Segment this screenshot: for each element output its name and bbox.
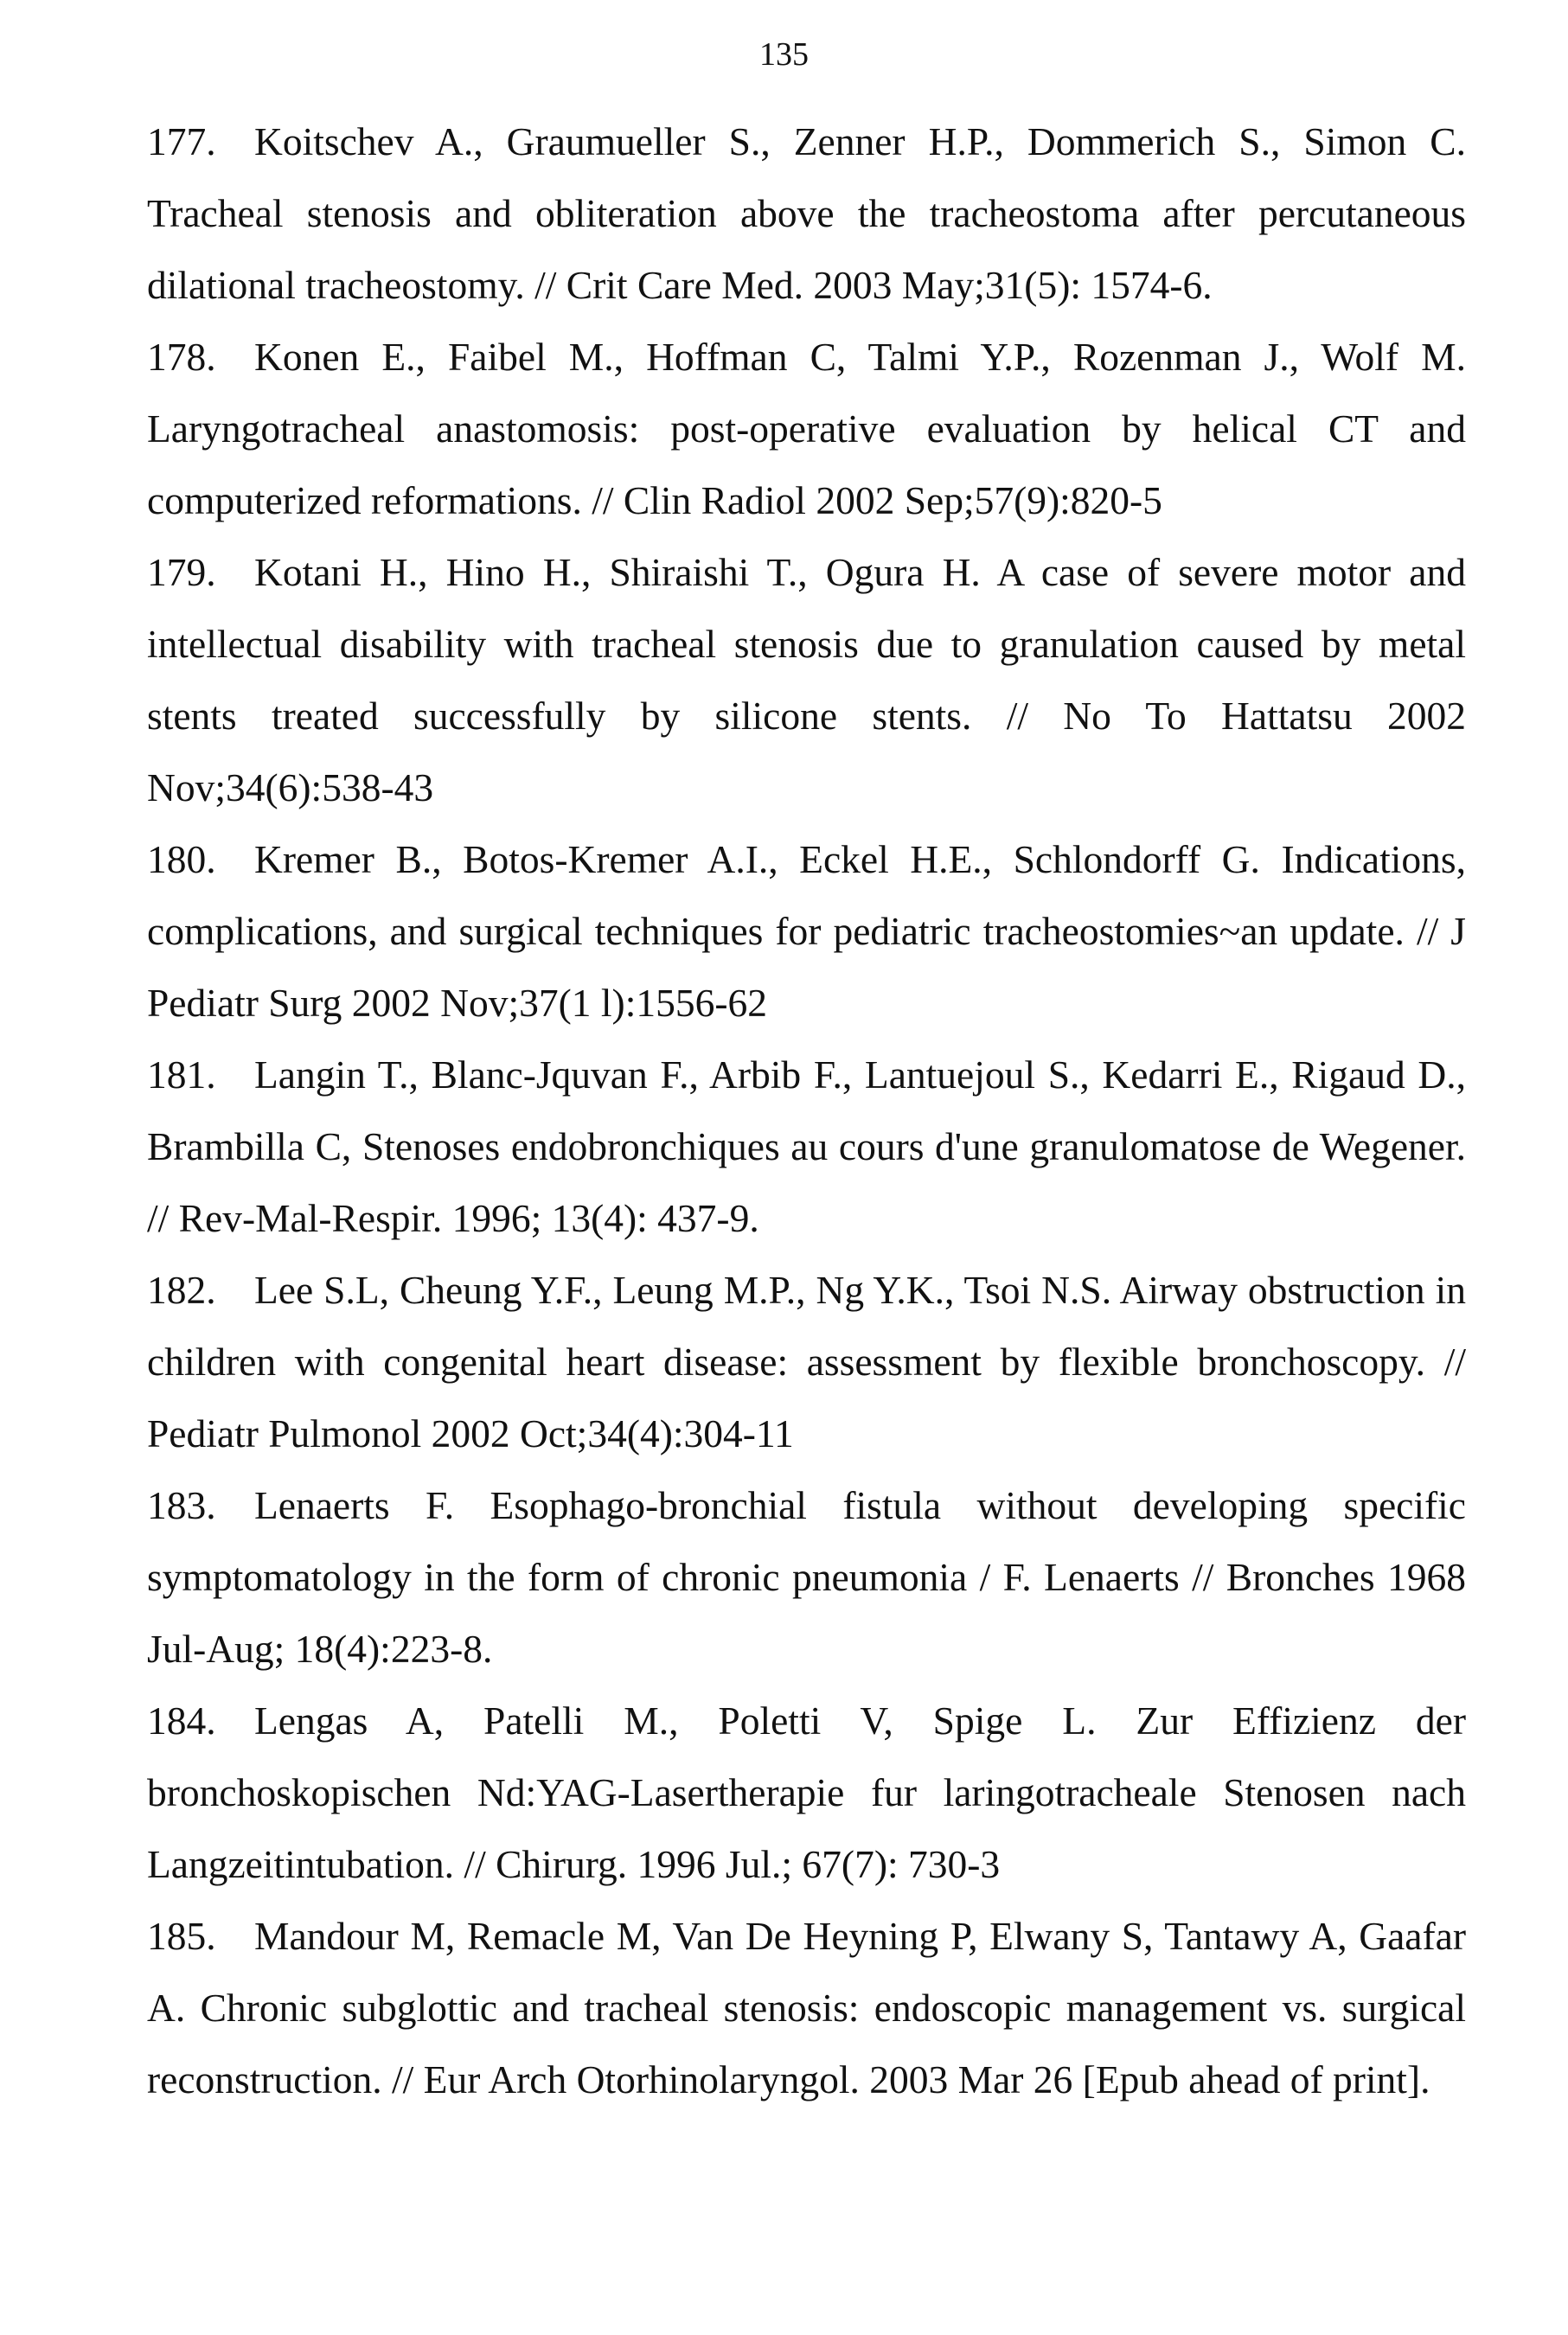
reference-item (147, 1039, 1466, 1254)
reference-number: 181. (147, 1052, 216, 1097)
reference-number: 185. (147, 1914, 216, 1958)
reference-item (147, 321, 1466, 536)
reference-text: Konen E., Faibel M., Hoffman C, Talmi Y.P., Rozenman J., Wolf M. Laryngotracheal anastomosis: post-operative evaluation by helical CT and computerized reformations. // Clin Radiol 2002 Sep;57(9):820-5 (147, 335, 1466, 522)
reference-item (147, 106, 1466, 321)
reference-item (147, 1469, 1466, 1685)
reference-item (147, 1900, 1466, 2115)
reference-text: Langin T., Blanc-Jquvan F., Arbib F., Lantuejoul S., Kedarri E., Rigaud D., Brambilla C, Stenoses endobronchiques au cours d'une granulomatose de Wegener. // Rev-Mal-Respir. 1996; 13(4): 437-9. (147, 1052, 1466, 1240)
reference-item (147, 536, 1466, 823)
reference-text: Kremer B., Botos-Kremer A.I., Eckel H.E., Schlondorff G. Indications, complications, and surgical techniques for pediatric tracheostomies~an update. // J Pediatr Surg 2002 Nov;37(1 l):1556-62 (147, 837, 1466, 1025)
reference-item (147, 1254, 1466, 1469)
reference-item (147, 1685, 1466, 1900)
reference-text: Mandour M, Remacle M, Van De Heyning P, Elwany S, Tantawy A, Gaafar A. Chronic subglottic and tracheal stenosis: endoscopic management vs. surgical reconstruction. // Eur Arch Otorhinolaryngol. 2003 Mar 26 [Epub ahead of print]. (147, 1914, 1466, 2102)
reference-number: 182. (147, 1268, 216, 1312)
reference-number: 184. (147, 1698, 216, 1743)
reference-number: 178. (147, 335, 216, 379)
reference-list (147, 106, 1466, 2115)
reference-text: Lengas A, Patelli M., Poletti V, Spige L. Zur Effizienz der bronchoskopischen Nd:YAG-Lasertherapie fur laringotracheale Stenosen nach Langzeitintubation. // Chirurg. 1996 Jul.; 67(7): 730-3 (147, 1698, 1466, 1886)
reference-number: 179. (147, 550, 216, 594)
reference-number: 180. (147, 837, 216, 881)
reference-text: Lee S.L, Cheung Y.F., Leung M.P., Ng Y.K., Tsoi N.S. Airway obstruction in children with congenital heart disease: assessment by flexible bronchoscopy. // Pediatr Pulmonol 2002 Oct;34(4):304-11 (147, 1268, 1466, 1455)
reference-number: 177. (147, 119, 216, 163)
reference-text: Kotani H., Hino H., Shiraishi T., Ogura H. A case of severe motor and intellectual disability with tracheal stenosis due to granulation caused by metal stents treated successfully by silicone stents. // No To Hattatsu 2002 Nov;34(6):538-43 (147, 550, 1466, 809)
reference-text: Koitschev A., Graumueller S., Zenner H.P., Dommerich S., Simon C. Tracheal stenosis and obliteration above the tracheostoma after percutaneous dilational tracheostomy. // Crit Care Med. 2003 May;31(5): 1574-6. (147, 119, 1466, 307)
reference-number: 183. (147, 1483, 216, 1527)
page-number: 135 (759, 36, 809, 73)
reference-text: Lenaerts F. Esophago-bronchial fistula without developing specific symptomatology in the form of chronic pneumonia / F. Lenaerts // Bronches 1968 Jul-Aug; 18(4):223-8. (147, 1483, 1466, 1671)
reference-item (147, 823, 1466, 1039)
